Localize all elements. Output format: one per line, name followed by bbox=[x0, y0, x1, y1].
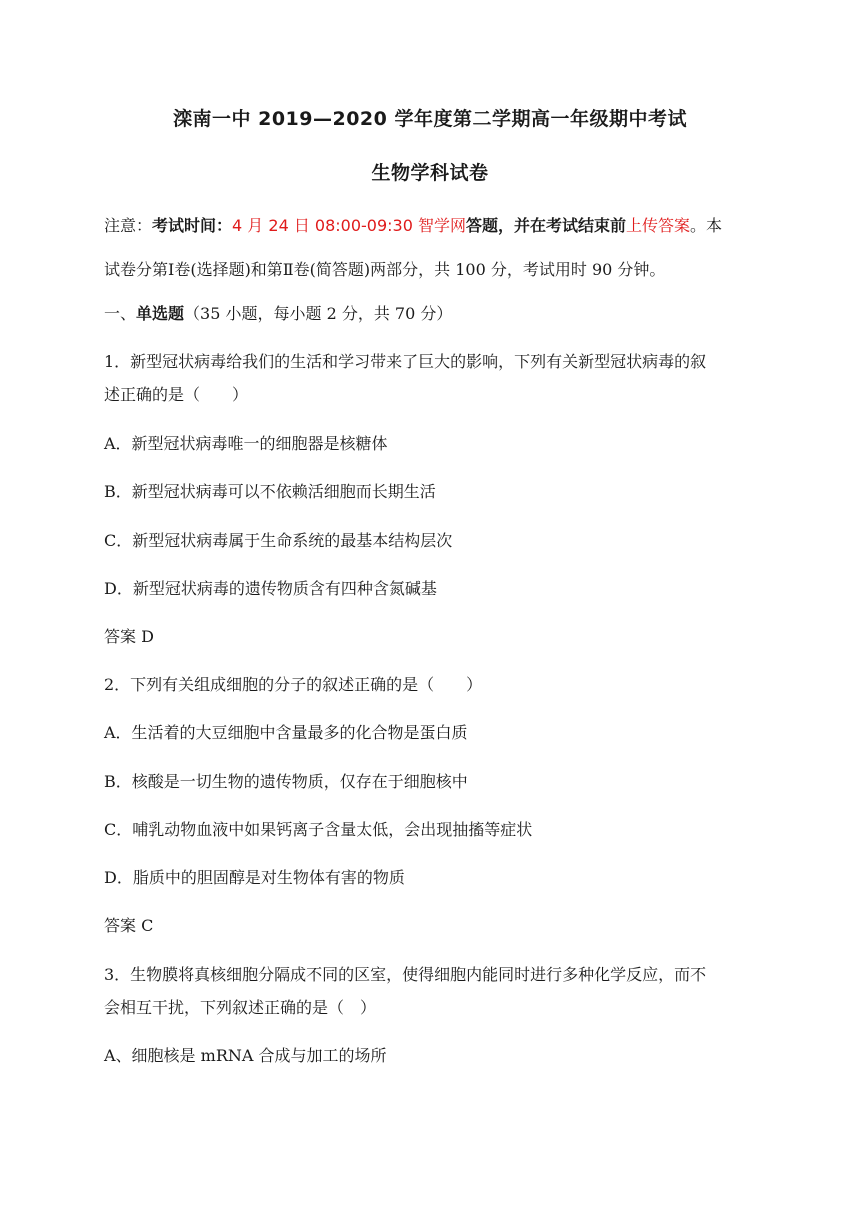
notice-tail: 。本 bbox=[690, 216, 723, 235]
question-2-option-b: B．核酸是一切生物的遗传物质，仅存在于细胞核中 bbox=[104, 772, 468, 791]
notice-label: 考试时间： bbox=[152, 216, 233, 235]
exam-subtitle: 生物学科试卷 bbox=[371, 162, 489, 184]
question-2-option-c: C．哺乳动物血液中如果钙离子含量太低，会出现抽搐等症状 bbox=[104, 820, 533, 839]
notice-prefix: 注意： bbox=[104, 216, 153, 235]
question-1-stem-line-1: 1．新型冠状病毒给我们的生活和学习带来了巨大的影响，下列有关新型冠状病毒的叙 bbox=[104, 352, 707, 371]
question-1-option-c: C．新型冠状病毒属于生命系统的最基本结构层次 bbox=[104, 531, 453, 550]
exam-title: 滦南一中 2019—2020 学年度第二学期高一年级期中考试 bbox=[173, 108, 687, 130]
question-1-stem-line-2: 述正确的是（ ） bbox=[104, 385, 249, 404]
question-1-option-a: A．新型冠状病毒唯一的细胞器是核糖体 bbox=[104, 434, 388, 453]
question-3-option-a: A、细胞核是 mRNA 合成与加工的场所 bbox=[104, 1046, 387, 1065]
question-2-answer: 答案 C bbox=[104, 916, 154, 935]
notice-exam-time: 4 月 24 日 08:00-09:30 智学网 bbox=[232, 216, 466, 235]
question-1-answer: 答案 D bbox=[104, 627, 154, 646]
question-2-option-d: D．脂质中的胆固醇是对生物体有害的物质 bbox=[104, 868, 405, 887]
question-1-option-b: B．新型冠状病毒可以不依赖活细胞而长期生活 bbox=[104, 482, 436, 501]
section-detail: （35 小题，每小题 2 分，共 70 分） bbox=[184, 304, 453, 323]
section-prefix: 一、 bbox=[104, 304, 137, 323]
question-1-option-d: D．新型冠状病毒的遗传物质含有四种含氮碱基 bbox=[104, 579, 437, 598]
question-3-stem-line-2: 会相互干扰，下列叙述正确的是（ ） bbox=[104, 998, 377, 1017]
question-2-stem-line-1: 2．下列有关组成细胞的分子的叙述正确的是（ ） bbox=[104, 675, 483, 694]
question-3-stem-line-1: 3．生物膜将真核细胞分隔成不同的区室，使得细胞内能同时进行多种化学反应，而不 bbox=[104, 965, 707, 984]
notice-line-1 bbox=[104, 215, 764, 237]
question-2-option-a: A．生活着的大豆细胞中含量最多的化合物是蛋白质 bbox=[104, 723, 468, 742]
notice-middle: 答题，并在考试结束前 bbox=[466, 216, 627, 235]
notice-upload: 上传答案 bbox=[626, 216, 691, 235]
notice-line-2: 试卷分第Ⅰ卷(选择题)和第Ⅱ卷(简答题)两部分，共 100 分，考试用时 90 分钟。 bbox=[104, 260, 666, 279]
section-name: 单选题 bbox=[136, 304, 185, 323]
section-heading bbox=[104, 303, 764, 325]
